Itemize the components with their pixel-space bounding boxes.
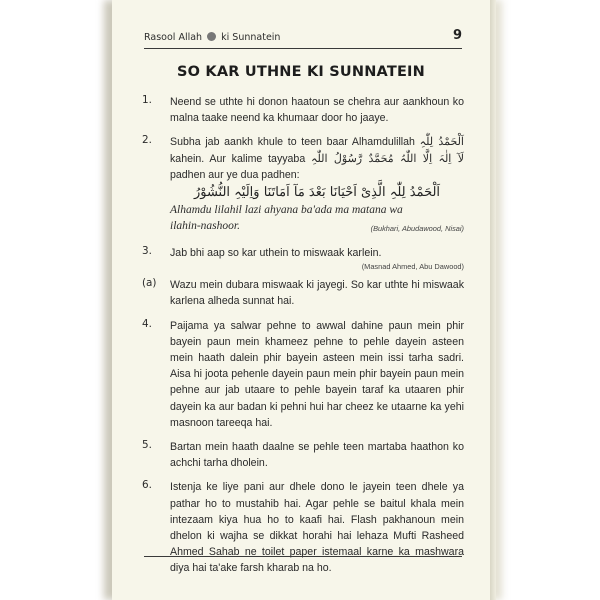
list-item (142, 134, 464, 237)
dua-transliteration (170, 202, 464, 234)
list-item (142, 277, 464, 309)
item-text (170, 134, 464, 183)
running-title (144, 32, 280, 43)
item-text: Jab bhi aap so kar uthein to miswaak karlein. (170, 247, 382, 260)
arabic-kalima: لَآ اِلٰہَ اِلَّا اللّٰہُ مُحَمَّدٌ رَّسُوْلُ اللّٰہِ (311, 151, 464, 165)
item-text: Istenja ke liye pani aur dhele dono le jayein teen dhele ya pathar ho to mustahib hai. Agar pehle se baitul khala mein intezaam kiya hua ho to kaafi hai. Flash pakhanoun mein dhelon ki wajha se dikkat horahi hai lehaza Mufti Rasheed Ahmed Sahab ne toilet paper istemaal karne ka mashwara diya hai ta'ake farsh kharab na ho. (170, 481, 464, 575)
transliteration-line: ilahin-nashoor. (170, 220, 240, 233)
list-item (142, 318, 464, 431)
hadith-reference: (Bukhari, Abudawood, Nisai) (370, 224, 464, 234)
list-item (142, 94, 464, 126)
item-number: 1. (142, 94, 152, 106)
item-text: Paijama ya salwar pehne to awwal dahine paun mein phir bayein paun mein khameez pehne to pehle dayein asteen mein haath dalein phir bayein asteen mein issi tarha sadri. Aisa hi joota pehenle dayein paun mein phir bayein paun mein pehne aur jab utaare to pehle bayein taraf ka utaaren phir dayein ka aur badan ki pehni hui har cheez ke utaarne ka yehi masnoon tareeqa hai. (170, 319, 464, 429)
item-number: (a) (142, 277, 157, 290)
chapter-title: SO KAR UTHNE KI SUNNATEIN (177, 64, 425, 80)
item-text-part: Subha jab aankh khule to teen baar Alhamdulillah (170, 136, 415, 149)
transliteration-line: Alhamdu lilahil lazi ahyana ba'ada ma matana wa (170, 204, 403, 217)
running-title-part1: Rasool Allah (144, 32, 203, 43)
item-text: Wazu mein dubara miswaak ki jayegi. So kar uthte hi miswaak karlena alheda sunnat hai. (170, 279, 464, 308)
running-header (144, 30, 462, 49)
item-number: 3. (142, 245, 152, 258)
item-number: 6. (142, 479, 152, 492)
list-item (142, 245, 464, 273)
item-number: 5. (142, 439, 152, 452)
dua-arabic: اَلْحَمْدُ لِلّٰہِ الَّذِیْ اَحْیَانَا بَعْدَ مَآ اَمَاتَنَا وَاِلَیْہِ النُّشُوْرُ (193, 185, 441, 201)
sunnah-list (142, 94, 464, 585)
item-text: Neend se uthte hi donon haatoun se chehra aur aankhoun ko malna taake neend ka khumaar door ho jaaye. (170, 96, 464, 125)
item-text-part: padhen aur ye dua padhen: (170, 168, 300, 181)
footer-rule (144, 556, 462, 557)
list-item (142, 439, 464, 471)
item-text: Bartan mein haath daalne se pehle teen martaba haathon ko achchi tarha dholein. (170, 441, 464, 470)
list-item (142, 479, 464, 576)
running-title-part2: ki Sunnatein (221, 32, 281, 43)
salutation-seal-icon (207, 32, 216, 41)
item-number: 2. (142, 134, 152, 147)
item-text-part: kahein. Aur kalime tayyaba (170, 152, 306, 165)
book-page (112, 0, 490, 600)
page-number: 9 (452, 28, 462, 43)
item-number: 4. (142, 317, 152, 330)
hadith-reference: (Masnad Ahmed, Abu Dawood) (361, 262, 464, 272)
arabic-alhamdulillah: اَلْحَمْدُ لِلّٰہِ (419, 135, 464, 149)
